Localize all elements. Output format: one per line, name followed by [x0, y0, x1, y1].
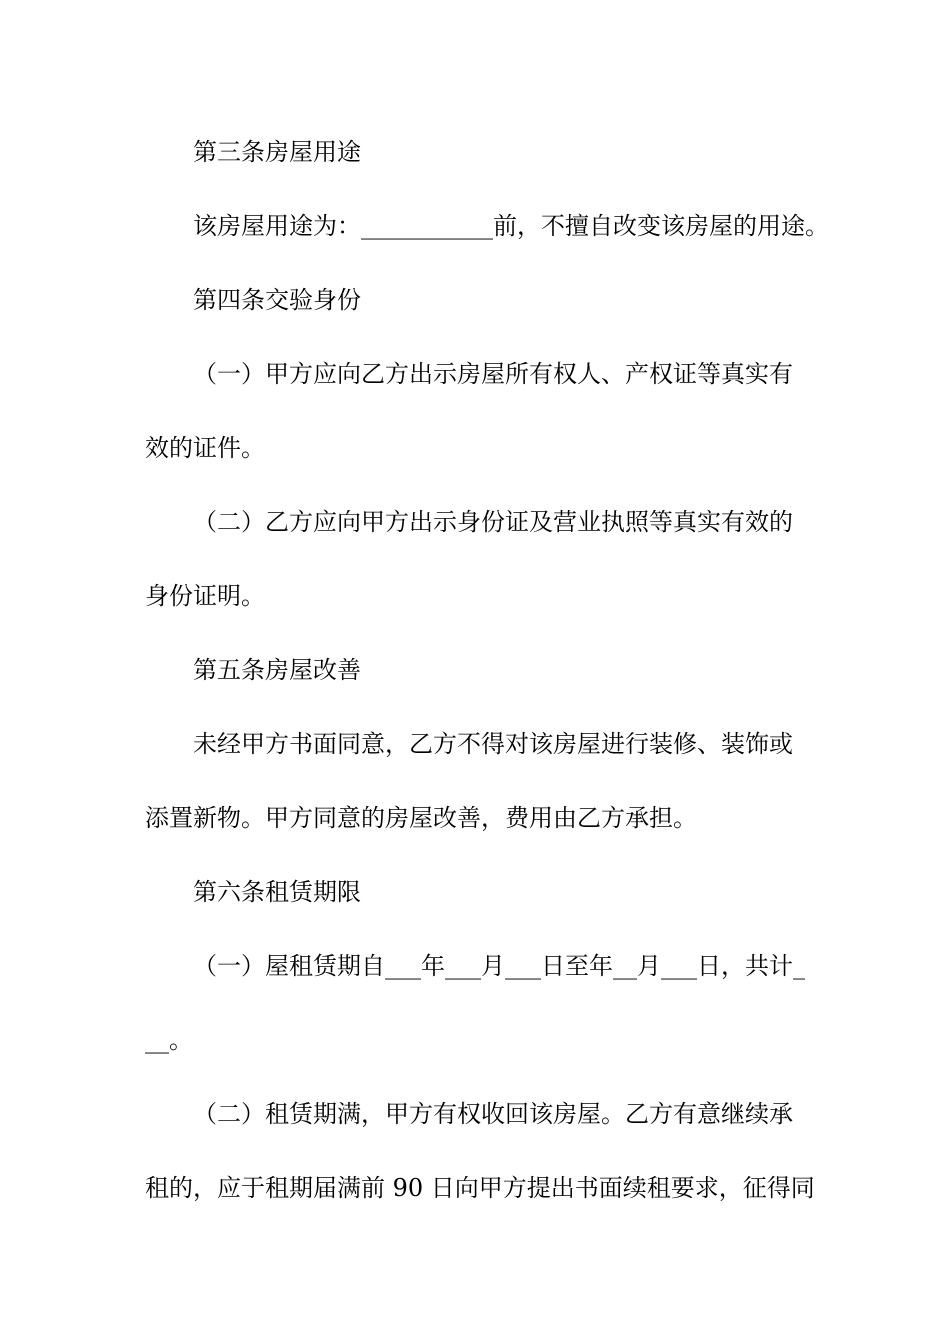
paragraph-line: （二）租赁期满，甲方有权收回该房屋。乙方有意继续承: [193, 1100, 793, 1128]
paragraph-line: （一）屋租赁期自___年___月___日至年__月___日，共计_: [193, 952, 805, 980]
paragraph-line: 身份证明。: [145, 582, 265, 610]
document-body: [145, 130, 829, 1240]
paragraph-line: 租的，应于租期届满前 90 日向甲方提出书面续租要求，征得同: [145, 1174, 815, 1202]
paragraph-line: （二）乙方应向甲方出示身份证及营业执照等真实有效的: [193, 508, 793, 536]
paragraph-line: （一）甲方应向乙方出示房屋所有权人、产权证等真实有: [193, 360, 793, 388]
paragraph-line: 添置新物。甲方同意的房屋改善，费用由乙方承担。: [145, 804, 697, 832]
paragraph-line: 效的证件。: [145, 434, 265, 462]
paragraph-line: __。: [145, 1026, 193, 1054]
paragraph-line: 第五条房屋改善: [193, 656, 361, 684]
paragraph-line: 未经甲方书面同意，乙方不得对该房屋进行装修、装饰或: [193, 730, 793, 758]
paragraph-line: 第四条交验身份: [193, 286, 361, 314]
paragraph-line: 该房屋用途为：___________前，不擅自改变该房屋的用途。: [193, 212, 829, 240]
paragraph-line: 第六条租赁期限: [193, 878, 361, 906]
paragraph-line: 第三条房屋用途: [193, 138, 361, 166]
